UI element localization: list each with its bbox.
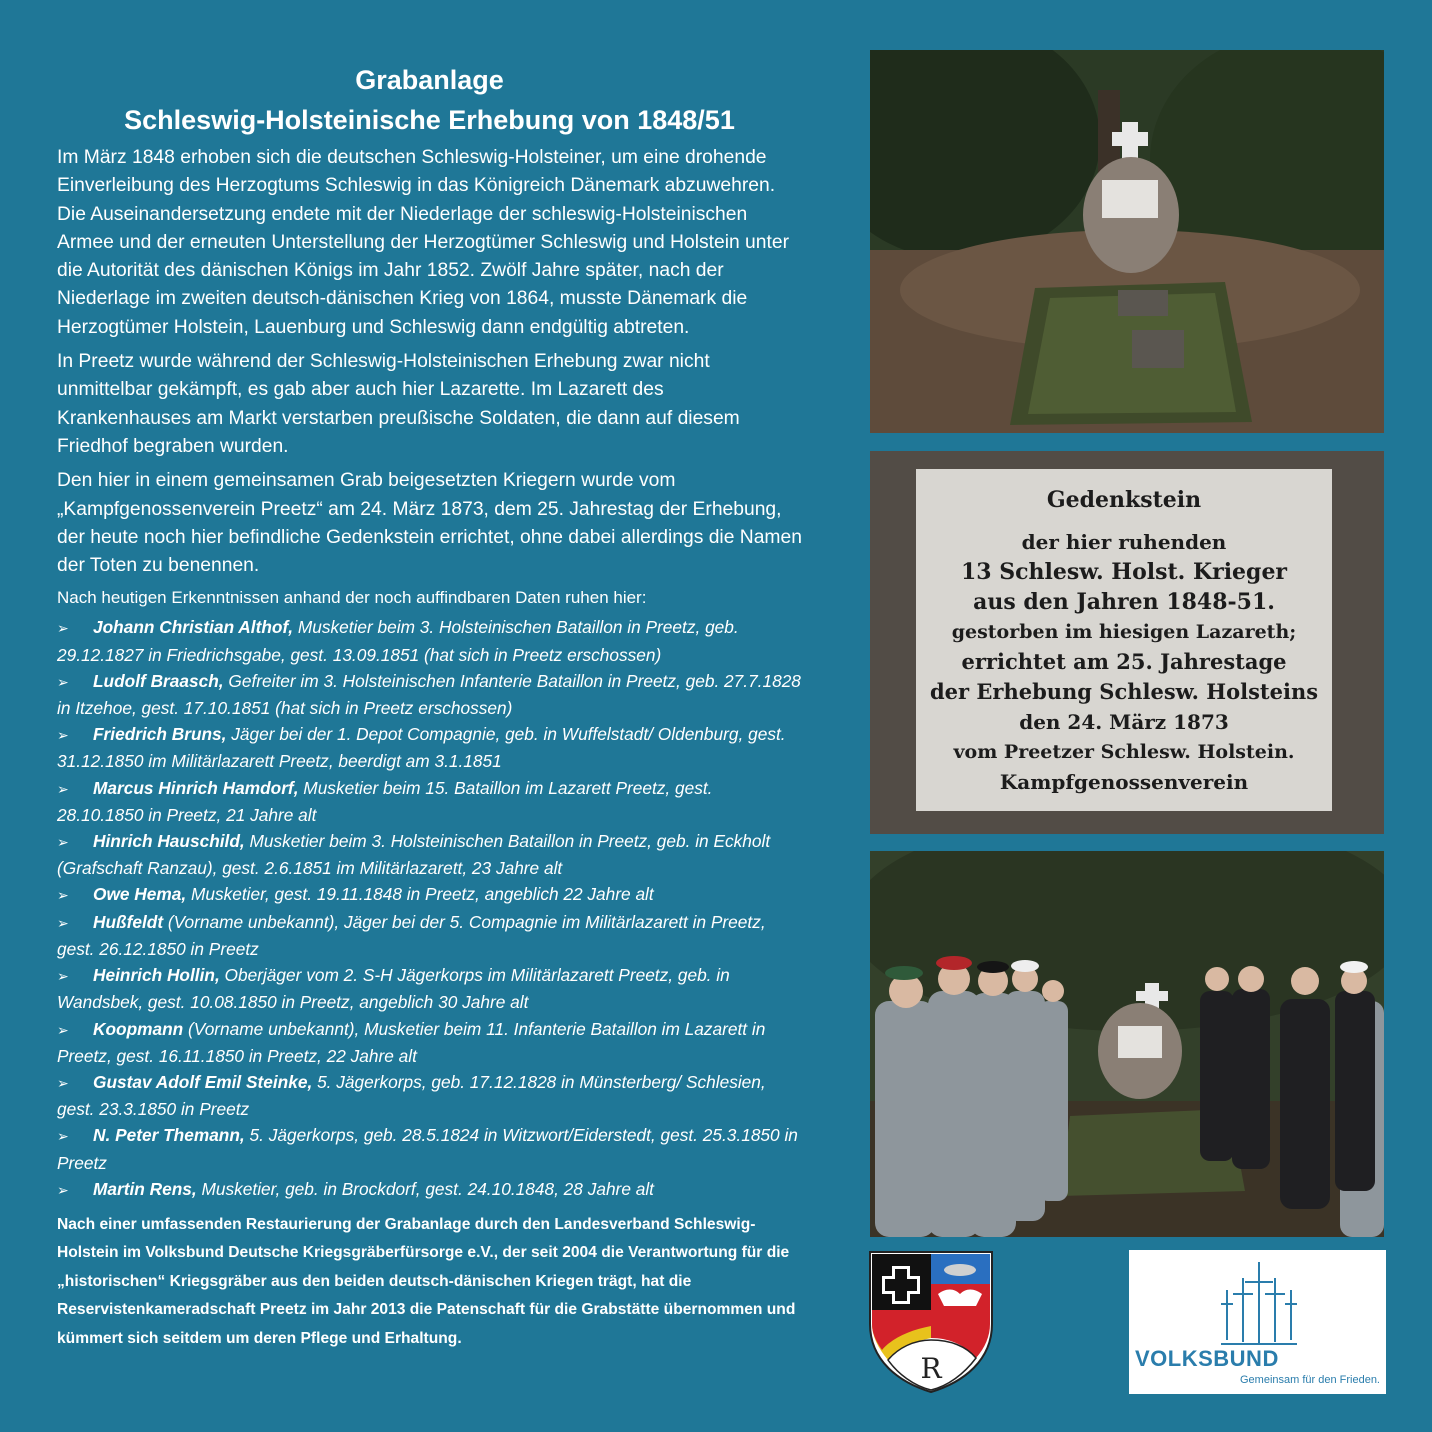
photo-grave-site (870, 50, 1384, 433)
person-name: Ludolf Braasch, (93, 670, 224, 691)
bullet-arrow-icon: ➢ (57, 968, 69, 985)
person-details: Oberjäger vom 2. S-H Jägerkorps im Militärlazarett Preetz, geb. in Wandsbek, gest. 10.08.1850 in Preetz, angeblich 30 Jahre alt (57, 965, 730, 1013)
photo-ceremony (870, 851, 1384, 1237)
photo-memorial-stone (870, 451, 1384, 834)
person-entry (57, 962, 802, 1015)
inscription-line: Kampfgenossenverein (999, 770, 1249, 794)
bullet-arrow-icon: ➢ (57, 887, 69, 904)
person-details: Musketier beim 15. Bataillon im Lazarett Preetz, gest. 28.10.1850 in Preetz, 21 Jahre alt (57, 777, 713, 825)
bullet-arrow-icon: ➢ (57, 914, 69, 931)
bullet-arrow-icon: ➢ (57, 780, 69, 797)
person-name: Friedrich Bruns, (93, 724, 227, 745)
person-details: Musketier, gest. 19.11.1848 in Preetz, angeblich 22 Jahre alt (186, 884, 654, 905)
person-entry (57, 1016, 802, 1069)
person-details: (Vorname unbekannt), Jäger bei der 5. Compagnie im Militärlazarett in Preetz, gest. 26.12.1850 in Preetz (57, 911, 766, 959)
footer-text: Nach einer umfassenden Restaurierung der Grabanlage durch den Landesverband Schleswig-Holstein im Volksbund Deutsche Kriegsgräberfürsorge e.V., der seit 2004 die Verantwortung für die „historischen“ Kriegsgräber aus den beiden deutsch-dänischen Kriegen trägt, hat die Reservistenkameradschaft Preetz im Jahr 2013 die Patenschaft für die Grabstätte übernommen und kümmert sich seitdem um deren Pflege und Erhaltung. (57, 1215, 796, 1347)
person-details: Musketier, geb. in Brockdorf, gest. 24.10.1848, 28 Jahre alt (196, 1178, 654, 1199)
person-name: Hinrich Hauschild, (93, 831, 245, 852)
person-name: N. Peter Themann, (93, 1125, 245, 1146)
paragraph-preetz: In Preetz wurde während der Schleswig-Holsteinischen Erhebung zwar nicht unmittelbar gekämpft, es gab aber auch hier Lazarette. Im Lazarett des Krankenhauses am Markt verstarben preußische Soldaten, die dann auf diesem Friedhof begraben wurden. (57, 351, 740, 457)
ceremony-illustration (870, 851, 1384, 1237)
person-entry (57, 1176, 802, 1203)
person-entry (57, 881, 802, 908)
person-details: Musketier beim 3. Holsteinischen Bataillon in Preetz, geb. 29.12.1827 in Friedrichsgabe, gest. 13.09.1851 (hat sich in Preetz erschossen) (57, 617, 739, 665)
people-list (57, 614, 802, 1202)
person-name: Marcus Hinrich Hamdorf, (93, 777, 299, 798)
paragraph-history: Im März 1848 erhoben sich die deutschen Schleswig-Holsteiner, um eine drohende Einverleibung des Herzogtums Schleswig in das Königreich Dänemark abzuwehren. Die Auseinandersetzung endete mit der Niederlage der schleswig-Holsteinischen Armee und der erneuten Unterstellung der Herzogtümer Schleswig und Holstein unter die Autorität des dänischen Königs im Jahr 1852. Zwölf Jahre später, nach der Niederlage im zweiten deutsch-dänischen Krieg von 1864, musste Dänemark die Herzogtümer Holstein, Lauenburg und Schleswig dann endgültig abtreten. (57, 147, 790, 338)
person-details: Musketier beim 3. Holsteinischen Bataillon in Preetz, geb. in Eckholt (Grafschaft Ranzau), gest. 2.6.1851 im Militärlazarett, 23 Jahre alt (57, 831, 771, 879)
person-name: Koopmann (93, 1018, 184, 1039)
page-title (57, 60, 802, 140)
bullet-arrow-icon: ➢ (57, 834, 69, 851)
inscription-line: gestorben im hiesigen Lazareth; (951, 621, 1297, 643)
inscription-line: 13 Schlesw. Holst. Krieger (960, 559, 1288, 585)
person-entry (57, 668, 802, 721)
person-details: (Vorname unbekannt), Musketier beim 11. Infanterie Bataillon im Lazarett in Preetz, gest. 16.11.1850 in Preetz, 22 Jahre alt (57, 1018, 766, 1066)
paragraph-memorial: Den hier in einem gemeinsamen Grab beigesetzten Kriegern wurde vom „Kampfgenossenverein Preetz“ am 24. März 1873, dem 25. Jahrestag der Erhebung, der heute noch hier befindliche Gedenkstein errichtet, ohne dabei allerdings die Namen der Toten zu benennen. (57, 470, 802, 577)
person-name: Martin Rens, (93, 1178, 197, 1199)
reservist-crest (868, 1250, 994, 1394)
person-entry (57, 775, 802, 828)
person-entry (57, 614, 802, 667)
volksbund-tagline: Gemeinsam für den Frieden. (1239, 1374, 1380, 1386)
person-entry (57, 721, 802, 774)
bullet-arrow-icon: ➢ (57, 1181, 69, 1198)
inscription-line: aus den Jahren 1848-51. (973, 589, 1275, 615)
intro-text: Nach heutigen Erkenntnissen anhand der noch auffindbaren Daten ruhen hier: (57, 588, 647, 608)
volksbund-name: VOLKSBUND (1135, 1346, 1279, 1371)
person-entry (57, 828, 802, 881)
inscription-line: der hier ruhenden (1021, 530, 1227, 554)
title-line-2: Schleswig-Holsteinische Erhebung von 1848/51 (124, 105, 735, 135)
inscription-line: Gedenkstein (1046, 487, 1202, 513)
volksbund-logo (1129, 1250, 1386, 1394)
crest-icon (868, 1250, 994, 1394)
stone-inscription (926, 479, 1322, 805)
person-details: 5. Jägerkorps, geb. 28.5.1824 in Witzwort/Eiderstedt, gest. 25.3.1850 in Preetz (57, 1125, 798, 1173)
person-name: Owe Hema, (93, 884, 187, 905)
text-column (57, 60, 802, 1353)
title-line-1: Grabanlage (355, 65, 504, 95)
bullet-arrow-icon: ➢ (57, 1021, 69, 1038)
inscription-line: errichtet am 25. Jahrestage (961, 649, 1287, 674)
bullet-arrow-icon: ➢ (57, 727, 69, 744)
person-details: Gefreiter im 3. Holsteinischen Infanterie Bataillon in Preetz, geb. 27.7.1828 in Itzehoe, gest. 17.10.1851 (hat sich in Preetz erschossen) (57, 670, 801, 719)
bullet-arrow-icon: ➢ (57, 1128, 69, 1145)
crest-letter: R (920, 1352, 942, 1385)
person-details: 5. Jägerkorps, geb. 17.12.1828 in Münsterberg/ Schlesien, gest. 23.3.1850 in Preetz (57, 1071, 766, 1120)
bullet-arrow-icon: ➢ (57, 1074, 69, 1091)
volksbund-crosses-icon (1129, 1250, 1386, 1394)
person-details: Jäger bei der 1. Depot Compagnie, geb. in Wuffelstadt/ Oldenburg, gest. 31.12.1850 im Militärlazarett Preetz, beerdigt am 3.1.1851 (57, 724, 786, 772)
bullet-arrow-icon: ➢ (57, 620, 69, 637)
person-entry (57, 909, 802, 962)
person-name: Johann Christian Althof, (93, 617, 294, 638)
person-name: Hußfeldt (93, 911, 164, 932)
person-entry (57, 1069, 802, 1122)
inscription-line: vom Preetzer Schlesw. Holstein. (953, 741, 1295, 763)
person-entry (57, 1122, 802, 1175)
grave-site-illustration (870, 50, 1384, 433)
inscription-line: den 24. März 1873 (1019, 710, 1229, 734)
person-name: Heinrich Hollin, (93, 965, 220, 986)
bullet-arrow-icon: ➢ (57, 673, 69, 690)
person-name: Gustav Adolf Emil Steinke, (93, 1071, 313, 1092)
inscription-line: der Erhebung Schlesw. Holsteins (929, 679, 1319, 704)
